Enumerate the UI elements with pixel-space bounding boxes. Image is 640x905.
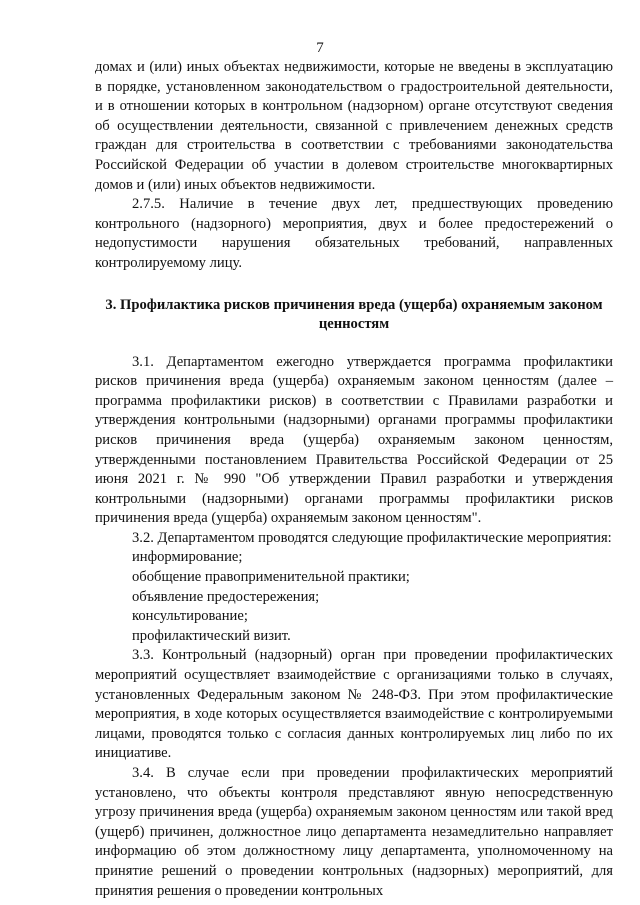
list-item: консультирование; bbox=[132, 608, 248, 625]
page-number: 7 bbox=[316, 40, 324, 56]
document-body bbox=[95, 58, 613, 901]
list-item: объявление предостережения; bbox=[132, 588, 320, 605]
paragraph-3-3: 3.3. Контрольный (надзорный) орган при проведении профилактических мероприятий осуществляет взаимодействие с организациями только в случаях, установленных Федеральным законом № 248-ФЗ. При этом профилактические мероприятия, в ходе которых осуществляется взаимодействие с контролируемыми лицами, проводятся только с согласия данных контролируемых лиц либо по их инициативе. bbox=[95, 647, 613, 762]
list-item: информирование; bbox=[132, 549, 243, 566]
paragraph-continuation: домах и (или) иных объектах недвижимости, которые не введены в эксплуатацию в порядке, установленном законодательством о градостроительной деятельности, и в отношении которых в контрольном (надзорном) органе отсутствуют сведения об осуществлении деятельности, связанной с привлечением денежных средств граждан для строительства в соответствии с требованиями законодательства Российской Федерации об участии в долевом строительстве многоквартирных домов и (или) иных объектов недвижимости. bbox=[95, 59, 613, 193]
section-heading: 3. Профилактика рисков причинения вреда (ущерба) охраняемым законом ценностям bbox=[105, 296, 603, 332]
paragraph-3-1: 3.1. Департаментом ежегодно утверждается программа профилактики рисков причинения вреда (ущерба) охраняемым законом ценностям (далее – программа профилактики рисков) в соответствии с Правилами разработки и утверждения контрольными (надзорными) органами программы профилактики рисков причинения вреда (ущерба) охраняемым законом ценностям, утвержденными постановлением Правительства Российской Федерации от 25 июня 2021 г. № 990 "Об утверждении Правил разработки и утверждения контрольными (надзорными) органами программы профилактики рисков причинения вреда (ущерба) охраняемым законом ценностям". bbox=[95, 353, 613, 527]
list-item: профилактический визит. bbox=[132, 627, 291, 644]
paragraph-2-7-5: 2.7.5. Наличие в течение двух лет, предшествующих проведению контрольного (надзорного) мероприятия, двух и более предостережений о недопустимости нарушения обязательных требований, направленных контролируемому лицу. bbox=[95, 196, 613, 271]
list-item: обобщение правоприменительной практики; bbox=[132, 569, 410, 586]
paragraph-3-2: 3.2. Департаментом проводятся следующие профилактические мероприятия: bbox=[132, 529, 612, 546]
paragraph-3-4: 3.4. В случае если при проведении профилактических мероприятий установлено, что объекты контроля представляют явную непосредственную угрозу причинения вреда (ущерба) охраняемым законом ценностям или такой вред (ущерб) причинен, должностное лицо департамента незамедлительно направляет информацию об этом должностному лицу департамента, уполномоченному на принятие решений о проведении контрольных (надзорных) мероприятий, для принятия решения о проведении контрольных bbox=[95, 765, 613, 899]
